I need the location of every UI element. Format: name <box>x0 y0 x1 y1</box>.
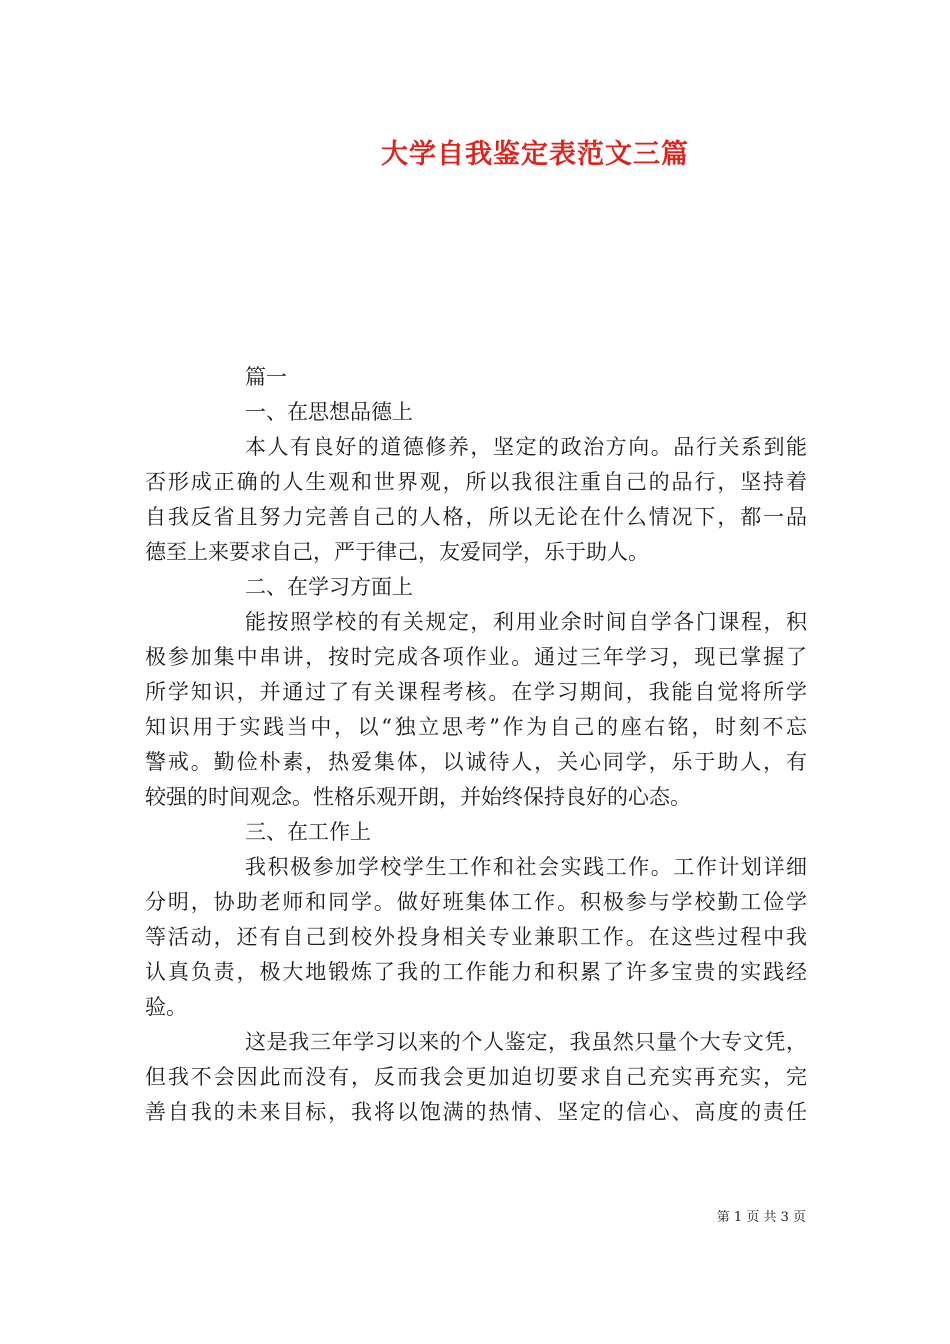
body-line: 二、在学习方面上 <box>245 575 413 599</box>
body-line: 自我反省且努力完善自己的人格，所以无论在什么情况下，都一品 <box>145 505 807 529</box>
body-line: 知识用于实践当中，以“独立思考”作为自己的座右铭，时刻不忘 <box>145 715 807 739</box>
body-line: 我积极参加学校学生工作和社会实践工作。工作计划详细 <box>245 855 807 879</box>
body-line: 这是我三年学习以来的个人鉴定，我虽然只量个大专文凭， <box>245 1030 807 1054</box>
body-line: 篇一 <box>245 365 287 389</box>
body-line: 极参加集中串讲，按时完成各项作业。通过三年学习，现已掌握了 <box>145 645 807 669</box>
body-line: 验。 <box>145 995 187 1019</box>
body-line: 但我不会因此而没有，反而我会更加迫切要求自己充实再充实，完 <box>145 1065 807 1089</box>
body-line: 警戒。勤俭朴素，热爱集体，以诚待人，关心同学，乐于助人，有 <box>145 750 807 774</box>
document-title: 大学自我鉴定表范文三篇 <box>381 139 689 170</box>
body-line: 分明，协助老师和同学。做好班集体工作。积极参与学校勤工俭学 <box>145 890 807 914</box>
body-line: 所学知识，并通过了有关课程考核。在学习期间，我能自觉将所学 <box>145 680 807 704</box>
body-line: 善自我的未来目标，我将以饱满的热情、坚定的信心、高度的责任 <box>145 1100 807 1124</box>
body-line: 本人有良好的道德修养，坚定的政治方向。品行关系到能 <box>245 435 807 459</box>
body-line: 能按照学校的有关规定，利用业余时间自学各门课程，积 <box>245 610 807 634</box>
body-line: 三、在工作上 <box>245 820 371 844</box>
body-line: 较强的时间观念。性格乐观开朗，并始终保持良好的心态。 <box>145 785 691 809</box>
body-line: 否形成正确的人生观和世界观，所以我很注重自己的品行，坚持着 <box>145 470 807 494</box>
body-line: 认真负责，极大地锻炼了我的工作能力和积累了许多宝贵的实践经 <box>145 960 807 984</box>
body-line: 德至上来要求自己，严于律己，友爱同学，乐于助人。 <box>145 540 649 564</box>
body-line: 一、在思想品德上 <box>245 400 413 424</box>
page-number-footer: 第 1 页 共 3 页 <box>716 1210 806 1225</box>
body-line: 等活动，还有自己到校外投身相关专业兼职工作。在这些过程中我 <box>145 925 807 949</box>
document-body <box>145 360 807 1130</box>
